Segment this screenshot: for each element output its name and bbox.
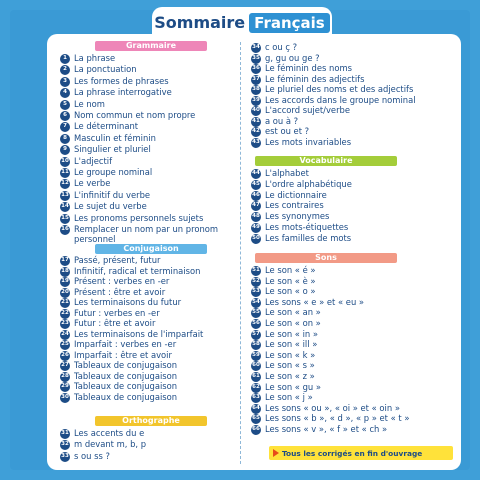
item-number-badge: 7	[60, 122, 70, 132]
toc-item	[251, 393, 313, 403]
item-title: Les sons « b », « d », « p » et « t »	[265, 413, 410, 424]
toc-item	[251, 64, 352, 74]
toc-item	[251, 85, 413, 95]
footer-note-text: Tous les corrigés en fin d'ouvrage	[282, 448, 423, 458]
item-title: Les formes de phrases	[74, 75, 169, 86]
item-number-badge: 50	[251, 234, 261, 244]
item-title: Les terminaisons du futur	[74, 297, 182, 308]
item-title: Les mots invariables	[265, 136, 352, 147]
item-title: La phrase interrogative	[74, 87, 172, 98]
toc-item	[60, 361, 177, 371]
item-title: c ou ç ?	[265, 42, 298, 53]
item-title: Imparfait : verbes en -er	[74, 339, 177, 350]
item-number-badge: 52	[251, 277, 261, 287]
item-title: Les accords dans le groupe nominal	[265, 94, 416, 105]
item-title: L'adjectif	[74, 155, 113, 166]
toc-item	[60, 111, 195, 121]
item-title: Tableaux de conjugaison	[74, 381, 178, 392]
item-title: Tableaux de conjugaison	[74, 391, 178, 402]
toc-item	[251, 223, 348, 233]
item-number-badge: 42	[251, 127, 261, 137]
item-number-badge: 13	[60, 191, 70, 201]
toc-item	[251, 117, 298, 127]
item-title: est ou et ?	[265, 126, 310, 137]
item-number-badge: 1	[60, 54, 70, 64]
item-title: La ponctuation	[74, 64, 137, 75]
toc-item	[60, 179, 110, 189]
item-title: Passé, présent, futur	[74, 255, 161, 266]
item-number-badge: 9	[60, 145, 70, 155]
toc-item	[251, 287, 316, 297]
item-title: Singulier et pluriel	[74, 144, 151, 155]
toc-item	[251, 191, 327, 201]
item-number-badge: 40	[251, 106, 261, 116]
section-header-conjugaison: Conjugaison	[95, 244, 207, 254]
toc-item	[251, 96, 416, 106]
item-number-badge: 21	[60, 298, 70, 308]
toc-item	[251, 351, 315, 361]
toc-item	[251, 234, 351, 244]
toc-item	[60, 429, 144, 439]
item-number-badge: 41	[251, 117, 261, 127]
item-number-badge: 54	[251, 298, 261, 308]
item-title: Le dictionnaire	[265, 189, 327, 200]
toc-item	[251, 361, 315, 371]
item-number-badge: 37	[251, 75, 261, 85]
item-number-badge: 22	[60, 309, 70, 319]
item-title: s ou ss ?	[74, 450, 110, 461]
toc-item	[60, 298, 181, 308]
toc-item	[60, 168, 152, 178]
toc-item	[251, 330, 318, 340]
item-number-badge: 31	[60, 429, 70, 439]
item-number-badge: 47	[251, 201, 261, 211]
toc-item	[60, 202, 147, 212]
toc-item	[60, 267, 200, 277]
item-title: L'ordre alphabétique	[265, 178, 352, 189]
item-title: L'alphabet	[265, 168, 309, 179]
toc-item	[60, 393, 177, 403]
item-number-badge: 64	[251, 404, 261, 414]
item-number-badge: 12	[60, 179, 70, 189]
item-title: Les mots-étiquettes	[265, 222, 349, 233]
toc-item	[60, 157, 112, 167]
toc-item	[60, 77, 169, 87]
item-number-badge: 66	[251, 425, 261, 435]
toc-item	[251, 414, 409, 424]
item-title: Le son « z »	[265, 371, 315, 382]
item-title: Le son « é »	[265, 265, 316, 276]
title-subject: Français	[249, 13, 330, 33]
item-number-badge: 5	[60, 100, 70, 110]
item-title: L'infinitif du verbe	[74, 189, 151, 200]
toc-item	[251, 372, 315, 382]
item-number-badge: 27	[60, 361, 70, 371]
item-number-badge: 48	[251, 212, 261, 222]
item-number-badge: 61	[251, 372, 261, 382]
item-number-badge: 26	[60, 351, 70, 361]
item-number-badge: 35	[251, 54, 261, 64]
toc-item	[60, 256, 160, 266]
item-number-badge: 34	[251, 43, 261, 53]
item-number-badge: 30	[60, 393, 70, 403]
item-title: Les sons « ou », « oi » et « oin »	[265, 402, 400, 413]
item-title: Nom commun et nom propre	[74, 110, 196, 121]
item-number-badge: 19	[60, 277, 70, 287]
item-title: Le pluriel des noms et des adjectifs	[265, 84, 414, 95]
play-arrow-icon	[273, 449, 279, 457]
toc-item	[60, 88, 172, 98]
item-title: Le son « k »	[265, 349, 316, 360]
item-title: g, gu ou ge ?	[265, 52, 320, 63]
item-number-badge: 28	[60, 372, 70, 382]
item-number-badge: 18	[60, 267, 70, 277]
item-title: m devant m, b, p	[74, 439, 147, 450]
toc-item	[251, 298, 364, 308]
toc-item	[60, 330, 203, 340]
item-title: Le son « ill »	[265, 339, 318, 350]
item-number-badge: 55	[251, 308, 261, 318]
item-title: Tableaux de conjugaison	[74, 360, 178, 371]
item-title: Futur : être et avoir	[74, 318, 156, 329]
page-title	[152, 7, 332, 38]
item-number-badge: 44	[251, 169, 261, 179]
toc-item	[60, 309, 160, 319]
item-title: Imparfait : être et avoir	[74, 349, 172, 360]
item-number-badge: 17	[60, 256, 70, 266]
item-title: La phrase	[74, 53, 116, 64]
section-header-vocabulaire: Vocabulaire	[255, 156, 397, 166]
item-title: Le féminin des adjectifs	[265, 73, 365, 84]
toc-item	[60, 372, 177, 382]
toc-item	[251, 43, 297, 53]
item-title: Le son « an »	[265, 307, 321, 318]
section-header-sons: Sons	[255, 253, 397, 263]
toc-item	[251, 266, 316, 276]
item-number-badge: 16	[60, 225, 70, 235]
item-title: Le verbe	[74, 178, 111, 189]
toc-item	[60, 351, 172, 361]
toc-item	[251, 319, 321, 329]
toc-item	[251, 169, 309, 179]
toc-item	[60, 440, 146, 450]
section-header-grammaire: Grammaire	[95, 41, 207, 51]
item-title: Les familles de mots	[265, 232, 352, 243]
toc-item	[60, 340, 176, 350]
item-number-badge: 2	[60, 65, 70, 75]
toc-item	[251, 425, 387, 435]
item-title: a ou à ?	[265, 115, 299, 126]
item-number-badge: 33	[60, 452, 70, 462]
toc-item	[251, 106, 350, 116]
toc-item	[60, 100, 105, 110]
footer-note	[269, 446, 453, 460]
item-number-badge: 39	[251, 96, 261, 106]
toc-item	[60, 214, 203, 224]
item-number-badge: 20	[60, 288, 70, 298]
toc-item	[251, 127, 309, 137]
item-title: Les sons « e » et « eu »	[265, 296, 365, 307]
item-number-badge: 29	[60, 382, 70, 392]
toc-item	[60, 277, 169, 287]
toc-item	[60, 452, 110, 462]
item-number-badge: 53	[251, 287, 261, 297]
item-number-badge: 45	[251, 180, 261, 190]
item-title: Le son « s »	[265, 360, 315, 371]
toc-item	[251, 308, 321, 318]
item-number-badge: 46	[251, 191, 261, 201]
item-title: Le groupe nominal	[74, 167, 153, 178]
toc-item	[60, 145, 151, 155]
toc-item	[60, 288, 165, 298]
item-title: Les synonymes	[265, 211, 330, 222]
toc-item	[60, 191, 150, 201]
item-number-badge: 15	[60, 214, 70, 224]
item-number-badge: 11	[60, 168, 70, 178]
toc-item	[251, 340, 317, 350]
item-number-badge: 36	[251, 64, 261, 74]
item-title: Le déterminant	[74, 121, 139, 132]
toc-item	[60, 134, 156, 144]
item-number-badge: 58	[251, 340, 261, 350]
item-title: Le sujet du verbe	[74, 201, 147, 212]
column-divider	[240, 42, 241, 464]
item-number-badge: 38	[251, 85, 261, 95]
item-title: Les contraires	[265, 200, 324, 211]
item-title: Présent : verbes en -er	[74, 276, 170, 287]
item-number-badge: 56	[251, 319, 261, 329]
toc-item	[60, 54, 115, 64]
item-number-badge: 51	[251, 266, 261, 276]
item-number-badge: 4	[60, 88, 70, 98]
toc-item	[251, 201, 324, 211]
toc-item	[251, 180, 352, 190]
item-number-badge: 32	[60, 440, 70, 450]
item-title: Infinitif, radical et terminaison	[74, 265, 201, 276]
item-title: Présent : être et avoir	[74, 286, 166, 297]
item-number-badge: 14	[60, 202, 70, 212]
item-number-badge: 10	[60, 157, 70, 167]
item-number-badge: 25	[60, 340, 70, 350]
item-title: Le son « j »	[265, 392, 313, 403]
item-title: Le féminin des noms	[265, 63, 352, 74]
section-header-orthographe: Orthographe	[95, 416, 207, 426]
item-number-badge: 60	[251, 361, 261, 371]
item-title: Les accents du e	[74, 428, 145, 439]
item-title: Masculin et féminin	[74, 132, 156, 143]
toc-item	[251, 277, 316, 287]
item-title: Les terminaisons de l'imparfait	[74, 328, 204, 339]
item-title: Le son « o »	[265, 286, 316, 297]
item-title: Le son « in »	[265, 328, 318, 339]
item-title: Le son « è »	[265, 275, 316, 286]
item-number-badge: 3	[60, 77, 70, 87]
item-number-badge: 62	[251, 383, 261, 393]
item-number-badge: 57	[251, 330, 261, 340]
item-number-badge: 23	[60, 319, 70, 329]
item-title: Le son « on »	[265, 318, 321, 329]
item-number-badge: 6	[60, 111, 70, 121]
item-title: Tableaux de conjugaison	[74, 370, 178, 381]
item-title: L'accord sujet/verbe	[265, 105, 350, 116]
toc-item	[60, 122, 138, 132]
toc-item	[60, 65, 137, 75]
item-title: Le nom	[74, 98, 105, 109]
item-title: Remplacer un nom par un pronom personnel	[74, 224, 219, 244]
item-number-badge: 59	[251, 351, 261, 361]
toc-item	[251, 75, 364, 85]
item-title: Le son « gu »	[265, 381, 321, 392]
item-title: Les sons « v », « f » et « ch »	[265, 424, 388, 435]
toc-item	[251, 138, 351, 148]
toc-item	[251, 383, 321, 393]
toc-item	[60, 225, 220, 245]
item-number-badge: 49	[251, 223, 261, 233]
toc-item	[251, 212, 329, 222]
toc-item	[251, 54, 320, 64]
item-number-badge: 63	[251, 393, 261, 403]
item-title: Futur : verbes en -er	[74, 307, 160, 318]
item-number-badge: 8	[60, 134, 70, 144]
toc-item	[60, 382, 177, 392]
item-number-badge: 65	[251, 414, 261, 424]
item-title: Les pronoms personnels sujets	[74, 212, 204, 223]
toc-item	[251, 404, 400, 414]
item-number-badge: 43	[251, 138, 261, 148]
item-number-badge: 24	[60, 330, 70, 340]
title-main: Sommaire	[154, 13, 246, 32]
toc-item	[60, 319, 155, 329]
